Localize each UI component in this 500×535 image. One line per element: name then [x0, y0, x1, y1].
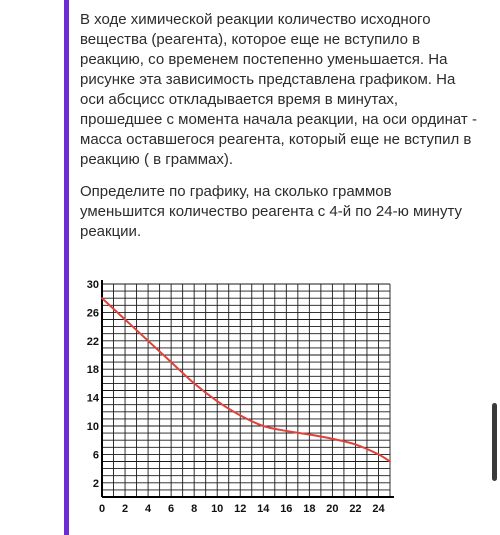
y-tick-label: 30 [86, 279, 99, 291]
x-tick-label: 0 [98, 503, 106, 515]
y-tick-labels [87, 279, 100, 490]
reaction-chart [76, 272, 406, 534]
chart-grid [102, 284, 390, 497]
y-tick-label: 14 [86, 392, 99, 405]
y-tick-label: 22 [86, 335, 99, 348]
x-tick-label: 14 [257, 503, 270, 515]
x-tick-label: 6 [168, 503, 175, 515]
y-tick-label: 6 [92, 449, 99, 462]
x-tick-label: 2 [121, 503, 129, 515]
y-tick-label: 18 [86, 364, 99, 377]
x-tick-label: 22 [349, 503, 362, 515]
y-tick-label: 10 [86, 421, 99, 433]
scrollbar-thumb[interactable] [492, 403, 497, 481]
x-tick-label: 10 [211, 503, 224, 515]
x-tick-label: 12 [234, 503, 247, 515]
x-tick-label: 20 [326, 503, 339, 515]
x-tick-label: 24 [372, 503, 385, 515]
reagent-mass-curve [102, 298, 390, 461]
x-tick-labels [99, 503, 386, 515]
x-tick-label: 4 [145, 503, 152, 515]
x-tick-label: 16 [280, 503, 293, 515]
x-tick-label: 8 [191, 503, 198, 515]
problem-text [80, 10, 480, 242]
accent-stripe [64, 0, 69, 535]
y-tick-label: 2 [92, 477, 99, 490]
problem-paragraph-1: В ходе химической реакции количество исходного вещества (реагента), которое еще не вступило в реакцию, со временем постепенно уменьшается. На рисунке эта зависимость представлена графиком. На оси абсцисс откладывается время в минутах, прошедшее с момента начала реакции, на оси ординат - масса оставшегося реагента, который еще не вступил в реакцию ( в граммах). [80, 11, 477, 168]
x-tick-label: 18 [303, 503, 316, 515]
y-tick-label: 26 [86, 307, 99, 320]
problem-question: Определите по графику, на сколько граммов уменьшится количество реагента с 4-й по 24-ю минуту реакции. [80, 183, 463, 240]
